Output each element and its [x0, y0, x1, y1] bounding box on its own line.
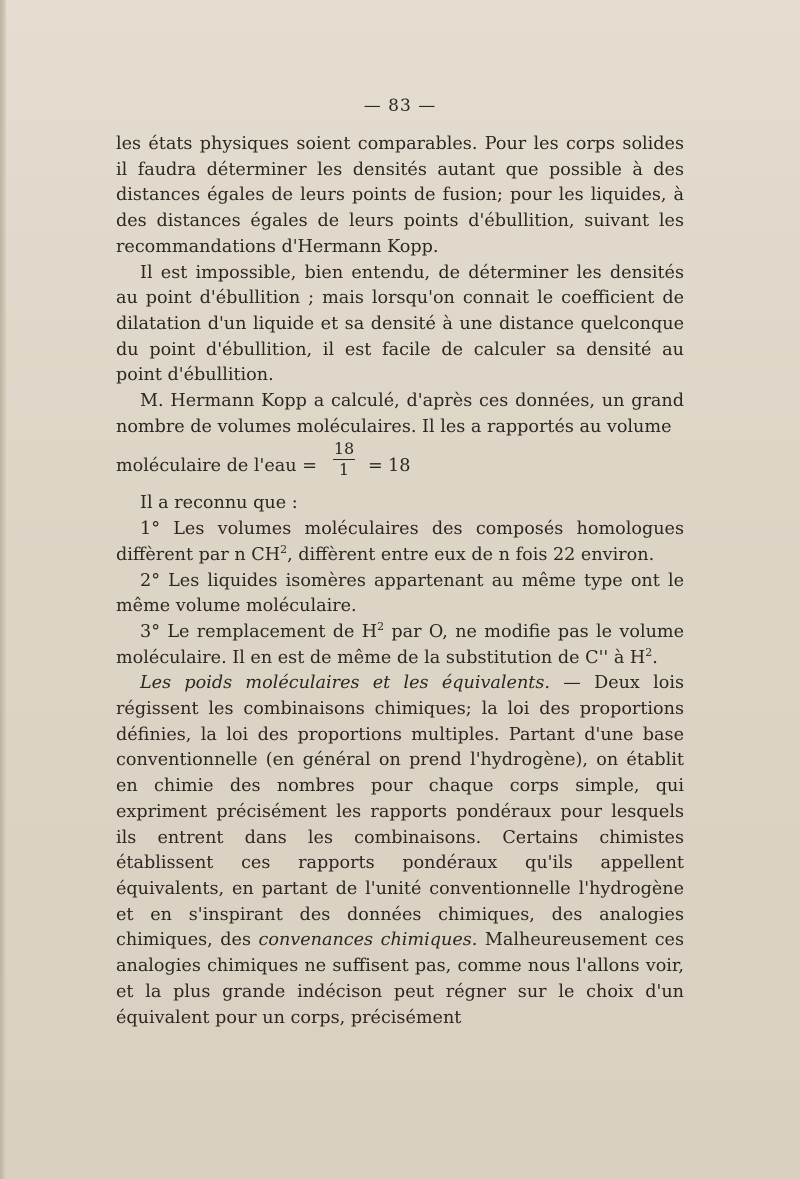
- formula-line: [116, 440, 684, 491]
- paragraph: les états physiques soient comparables. Pour les corps solides il faudra déterminer les densités autant que possible à des distances égales de leurs points de fusion; pour les liquides, à des distances égales de leurs points d'ébullition, suivant les recommandations d'Hermann Kopp.: [116, 134, 684, 257]
- list-item: 1° Les volumes moléculaires des composés homologues diffèrent par n $CH^2$, diffèrent entre eux de n fois 22 environ.: [116, 519, 684, 565]
- list-item: 3° Le remplacement de $H^2$ par O, ne modifie pas le volume moléculaire. Il en est de même de la substitution de C'' à $H^2$.: [116, 620, 684, 668]
- paragraph: Les poids moléculaires et les équivalents. — Deux lois régissent les combinaisons chimiques; la loi des proportions définies, la loi des proportions multiples. Partant d'une base conventionnelle (en général on prend l'hydrogène), on établit en chimie des nombres pour chaque corps simple, qui expriment précisément les rapports pondéraux pour lesquels ils entrent dans les combinaisons. Certains chimistes établissent ces rapports pondéraux qu'ils appellent équivalents, en partant de l'unité conventionnelle l'hydrogène et en s'inspirant des données chimiques, des analogies chimiques, des convenances chimiques. Malheureusement ces analogies chimiques ne suffisent pas, comme nous l'allons voir, et la plus grande indécison peut régner sur le choix d'un équivalent pour un corps, précisément: [116, 673, 684, 1028]
- list-item: 2° Les liquides isomères appartenant au même type ont le même volume moléculaire.: [116, 570, 684, 617]
- fraction: [333, 440, 355, 479]
- paragraph: Il est impossible, bien entendu, de déterminer les densités au point d'ébullition ; mais lorsqu'on connait le coefficient de dilatation d'un liquide et sa densité à une distance quelconque du point d'ébullition, il est facile de calculer sa densité au point d'ébullition.: [116, 262, 684, 386]
- equals-sign: =: [368, 456, 383, 477]
- body-text: [116, 132, 684, 1031]
- page-number: — 83 —: [363, 96, 437, 116]
- paragraph: M. Hermann Kopp a calculé, d'après ces données, un grand nombre de volumes moléculaires. Il les a rapportés au volume: [116, 391, 684, 437]
- formula-result: 18: [388, 456, 411, 477]
- fraction-denominator: 1: [338, 460, 350, 480]
- section-title: Les poids moléculaires et les équivalents.: [140, 673, 550, 694]
- paragraph: Il a reconnu que :: [140, 493, 298, 514]
- formula-label: moléculaire de l'eau =: [116, 456, 317, 477]
- page-edge: [0, 0, 6, 1179]
- italic-phrase: convenances chimiques.: [258, 930, 478, 951]
- fraction-numerator: 18: [333, 439, 355, 459]
